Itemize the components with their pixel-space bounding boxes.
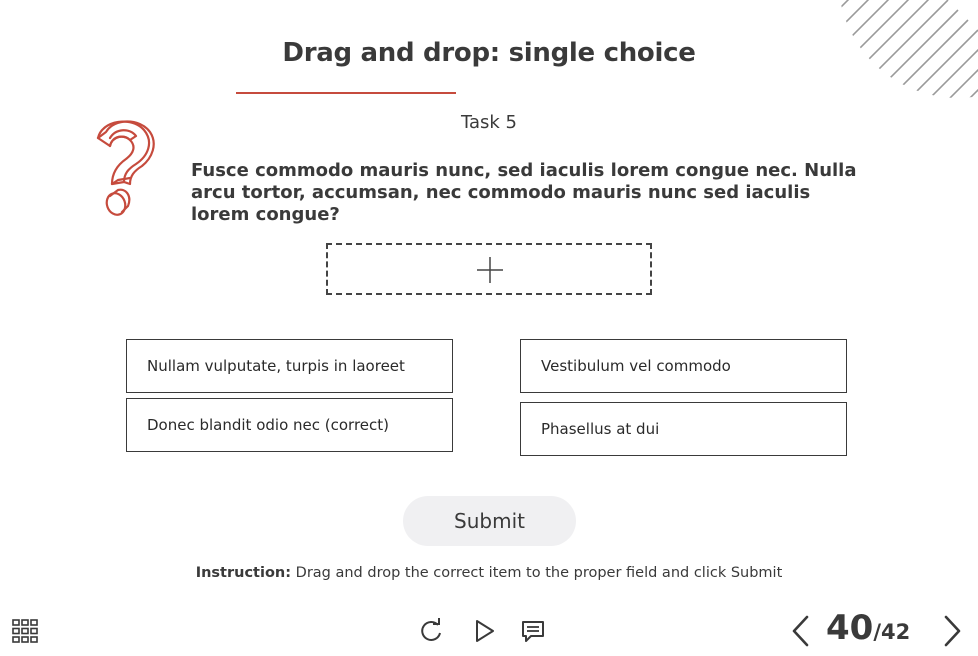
current-page: 40 xyxy=(826,608,874,648)
notes-icon[interactable] xyxy=(520,618,546,644)
task-label: Task 5 xyxy=(460,112,518,133)
next-slide-icon[interactable] xyxy=(940,614,964,648)
previous-slide-icon[interactable] xyxy=(789,614,813,648)
title-underline xyxy=(236,92,456,94)
instruction-body: Drag and drop the correct item to the proper field and click Submit xyxy=(291,565,783,581)
drag-option-4[interactable]: Phasellus at dui xyxy=(520,402,847,456)
total-pages: /42 xyxy=(873,620,911,644)
submit-button[interactable]: Submit xyxy=(403,496,576,546)
instruction-text xyxy=(0,565,978,581)
play-icon[interactable] xyxy=(472,618,498,644)
question-mark-icon xyxy=(88,116,156,220)
instruction-prefix: Instruction: xyxy=(195,565,292,581)
drag-option-2[interactable]: Donec blandit odio nec (correct) xyxy=(126,398,453,452)
page-counter xyxy=(826,608,936,648)
replay-icon[interactable] xyxy=(418,618,444,644)
drag-option-3[interactable]: Vestibulum vel commodo xyxy=(520,339,847,393)
plus-icon xyxy=(476,256,504,284)
slide-title: Drag and drop: single choice xyxy=(282,38,696,68)
question-text: Fusce commodo mauris nunc, sed iaculis lorem congue nec. Nulla arcu tortor, accumsan, nec commodo mauris nunc sed iaculis lorem congue? xyxy=(191,160,857,225)
drop-zone[interactable] xyxy=(326,243,652,295)
menu-grid-icon[interactable] xyxy=(12,619,38,643)
drag-option-1[interactable]: Nullam vulputate, turpis in laoreet xyxy=(126,339,453,393)
